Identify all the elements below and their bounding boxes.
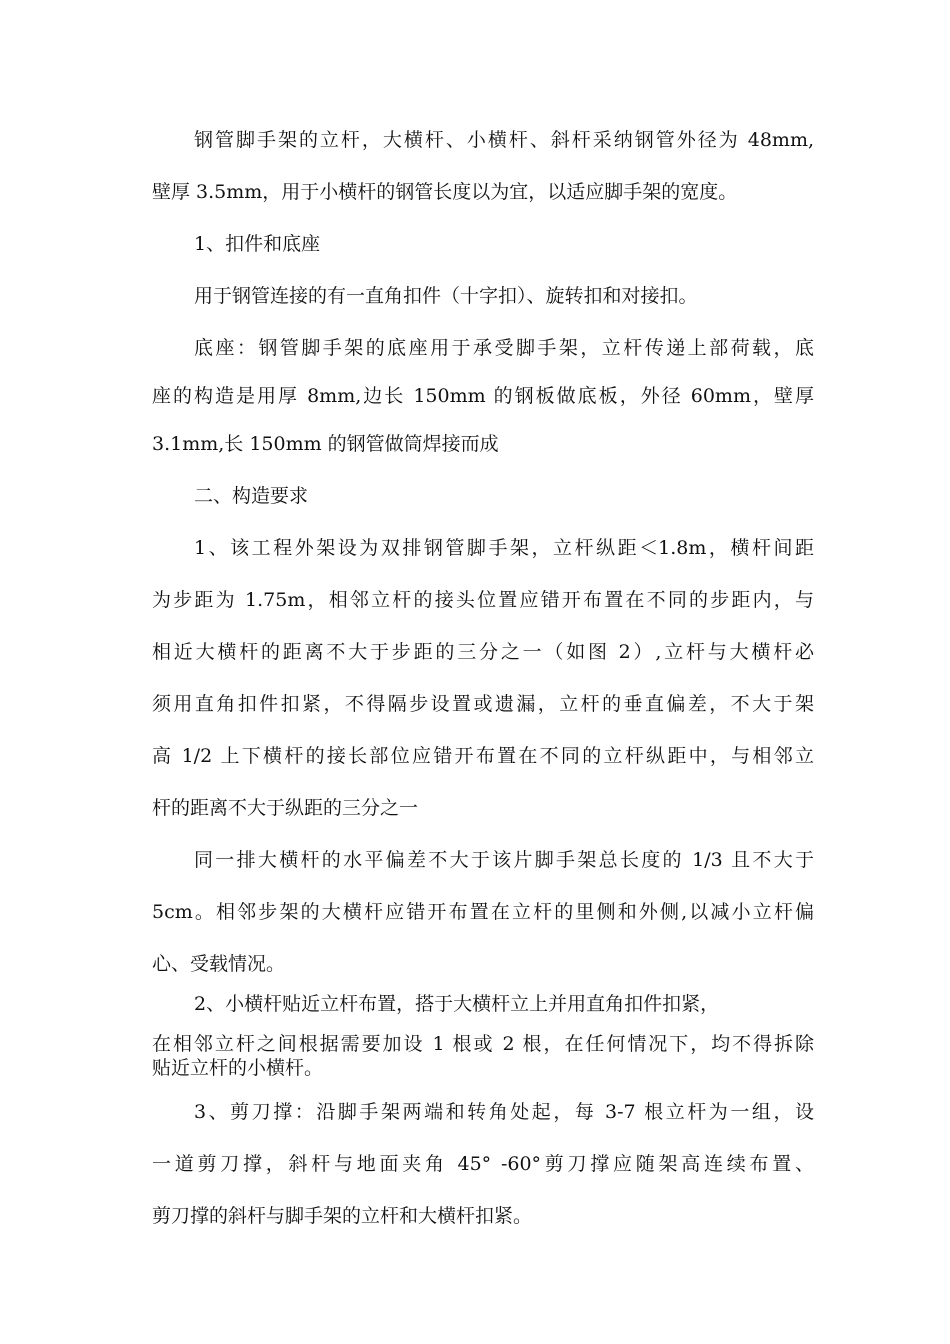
paragraph-line: 高 1/2 上下横杆的接长部位应错开布置在不同的立杆纵距中，与相邻立 — [152, 745, 814, 767]
paragraph-line: 剪刀撑的斜杆与脚手架的立杆和大横杆扣紧。 — [152, 1205, 533, 1227]
paragraph-line: 3、剪刀撑：沿脚手架两端和转角处起，每 3-7 根立杆为一组，设 — [194, 1101, 814, 1123]
paragraph-line: 一道剪刀撑，斜杆与地面夹角 45° -60°剪刀撑应随架高连续布置、 — [152, 1153, 814, 1175]
paragraph-line: 用于钢管连接的有一直角扣件（十字扣）、旋转扣和对接扣。 — [194, 285, 698, 307]
section-heading: 二、构造要求 — [194, 485, 309, 507]
paragraph-line: 相近大横杆的距离不大于步距的三分之一（如图 2）,立杆与大横杆必 — [152, 641, 814, 663]
paragraph-line: 杆的距离不大于纵距的三分之一 — [152, 797, 419, 819]
paragraph-line: 在相邻立杆之间根据需要加设 1 根或 2 根，在任何情况下，均不得拆除 — [152, 1033, 814, 1055]
paragraph-line: 2、小横杆贴近立杆布置，搭于大横杆立上并用直角扣件扣紧， — [194, 993, 720, 1015]
paragraph-line: 同一排大横杆的水平偏差不大于该片脚手架总长度的 1/3 且不大于 — [194, 849, 814, 871]
paragraph-line: 壁厚 3.5mm，用于小横杆的钢管长度以为宜，以适应脚手架的宽度。 — [152, 181, 738, 203]
paragraph-line: 底座：钢管脚手架的底座用于承受脚手架，立杆传递上部荷载，底 — [194, 337, 814, 359]
paragraph-line: 5cm。相邻步架的大横杆应错开布置在立杆的里侧和外侧,以减小立杆偏 — [152, 901, 814, 923]
section-heading: 1、扣件和底座 — [194, 233, 321, 255]
paragraph-line: 心、受载情况。 — [152, 953, 286, 975]
paragraph-line: 为步距为 1.75m，相邻立杆的接头位置应错开布置在不同的步距内，与 — [152, 589, 814, 611]
paragraph-line: 须用直角扣件扣紧，不得隔步设置或遗漏，立杆的垂直偏差，不大于架 — [152, 693, 814, 715]
paragraph-line: 贴近立杆的小横杆。 — [152, 1057, 324, 1079]
paragraph-line: 1、该工程外架设为双排钢管脚手架，立杆纵距＜1.8m，横杆间距 — [194, 537, 814, 559]
paragraph-line: 3.1mm,长 150mm 的钢管做筒焊接而成 — [152, 433, 499, 455]
paragraph-line: 钢管脚手架的立杆，大横杆、小横杆、斜杆采纳钢管外径为 48mm, — [194, 129, 814, 151]
paragraph-line: 座的构造是用厚 8mm,边长 150mm 的钢板做底板，外径 60mm，壁厚 — [152, 385, 814, 407]
